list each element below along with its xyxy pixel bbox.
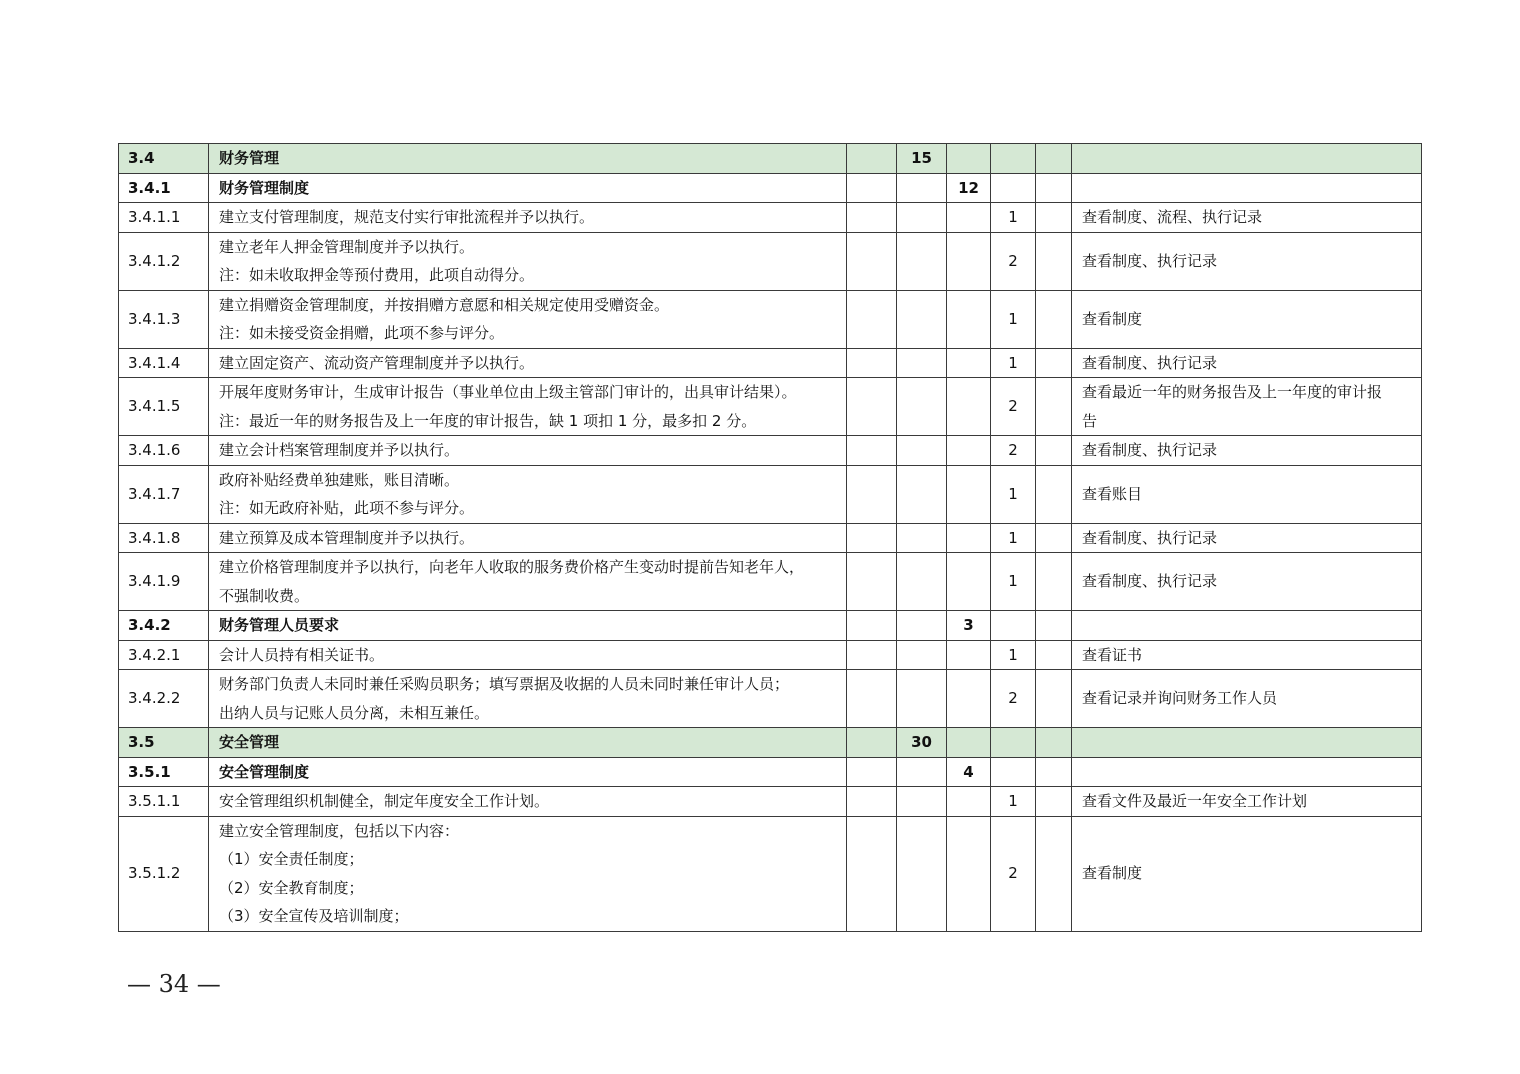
score-subtotal (947, 816, 991, 931)
evaluation-method (1072, 523, 1422, 553)
table-row (119, 611, 1422, 641)
item-text-line: 财务管理制度 (219, 178, 310, 197)
evaluation-method-line: 查看记录并询问财务工作人员 (1082, 689, 1278, 708)
score-total: 30 (897, 728, 947, 758)
score-item (991, 173, 1036, 203)
item-text-line: 建立会计档案管理制度并予以执行。 (219, 441, 460, 459)
item-text (209, 816, 847, 931)
score-item: 2 (991, 816, 1036, 931)
evaluation-method-line: 查看制度、流程、执行记录 (1082, 208, 1263, 226)
evaluation-method (1072, 436, 1422, 466)
score-item (991, 611, 1036, 641)
score-col-1 (847, 465, 897, 523)
evaluation-method (1072, 203, 1422, 233)
score-col-1 (847, 553, 897, 611)
score-subtotal (947, 436, 991, 466)
score-col-5 (1036, 816, 1072, 931)
score-item (991, 757, 1036, 787)
score-col-1 (847, 173, 897, 203)
evaluation-method (1072, 611, 1422, 641)
evaluation-method-line: 查看文件及最近一年安全工作计划 (1082, 792, 1308, 810)
evaluation-method-line: 查看制度 (1082, 309, 1143, 328)
score-total (897, 523, 947, 553)
score-subtotal: 3 (947, 611, 991, 641)
score-total (897, 465, 947, 523)
score-subtotal (947, 787, 991, 817)
score-col-1 (847, 523, 897, 553)
item-text-line: 注：最近一年的财务报告及上一年度的审计报告，缺 1 项扣 1 分，最多扣 2 分。 (219, 411, 757, 430)
evaluation-method-line: 查看制度、执行记录 (1082, 353, 1218, 372)
score-col-5 (1036, 203, 1072, 233)
score-item: 1 (991, 290, 1036, 348)
item-text-line: 开展年度财务审计，生成审计报告（事业单位由上级主管部门审计的，出具审计结果）。 (219, 383, 797, 401)
evaluation-table (118, 143, 1422, 932)
score-col-5 (1036, 670, 1072, 728)
evaluation-method-line: 查看制度、执行记录 (1082, 441, 1218, 459)
item-code: 3.4.1 (119, 173, 209, 203)
item-text-line: 建立支付管理制度，规范支付实行审批流程并予以执行。 (219, 208, 595, 226)
evaluation-method-line: 查看制度、执行记录 (1082, 251, 1218, 270)
item-text (209, 290, 847, 348)
item-text (209, 144, 847, 174)
item-text (209, 348, 847, 378)
score-subtotal (947, 523, 991, 553)
item-text (209, 728, 847, 758)
item-code: 3.5.1.2 (119, 816, 209, 931)
table-row (119, 757, 1422, 787)
score-item: 2 (991, 670, 1036, 728)
evaluation-method (1072, 465, 1422, 523)
item-text-line: 注：如无政府补贴，此项不参与评分。 (219, 499, 475, 517)
item-text (209, 670, 847, 728)
item-text (209, 611, 847, 641)
score-subtotal (947, 728, 991, 758)
item-text (209, 436, 847, 466)
evaluation-method-line: 查看账目 (1082, 484, 1143, 503)
item-text-line: 政府补贴经费单独建账，账目清晰。 (219, 470, 460, 489)
score-subtotal (947, 378, 991, 436)
item-text-line: 会计人员持有相关证书。 (219, 645, 385, 664)
score-item: 1 (991, 640, 1036, 670)
item-text (209, 173, 847, 203)
item-text-line: 出纳人员与记账人员分离，未相互兼任。 (219, 703, 490, 722)
item-code: 3.5.1 (119, 757, 209, 787)
evaluation-method (1072, 787, 1422, 817)
item-code: 3.5.1.1 (119, 787, 209, 817)
score-col-5 (1036, 553, 1072, 611)
score-col-1 (847, 787, 897, 817)
item-text-line: 建立安全管理制度，包括以下内容： (219, 821, 460, 840)
score-col-5 (1036, 232, 1072, 290)
evaluation-method (1072, 378, 1422, 436)
item-text-line: 建立固定资产、流动资产管理制度并予以执行。 (219, 353, 535, 372)
score-total (897, 611, 947, 641)
item-code: 3.4.2.1 (119, 640, 209, 670)
item-code: 3.4.1.1 (119, 203, 209, 233)
item-text (209, 787, 847, 817)
score-subtotal (947, 553, 991, 611)
score-total (897, 436, 947, 466)
table-row (119, 203, 1422, 233)
score-col-5 (1036, 290, 1072, 348)
item-text-line: 安全管理 (219, 733, 280, 751)
score-subtotal: 12 (947, 173, 991, 203)
score-item: 2 (991, 232, 1036, 290)
table-row (119, 816, 1422, 931)
evaluation-method (1072, 670, 1422, 728)
score-col-1 (847, 348, 897, 378)
score-col-1 (847, 640, 897, 670)
item-text-line: 财务管理 (219, 149, 280, 167)
score-total (897, 640, 947, 670)
item-text-line: （1）安全责任制度； (219, 850, 364, 868)
evaluation-method-line: 查看制度 (1082, 864, 1143, 883)
score-subtotal (947, 640, 991, 670)
score-col-5 (1036, 348, 1072, 378)
score-subtotal (947, 670, 991, 728)
item-code: 3.4.2.2 (119, 670, 209, 728)
score-item: 2 (991, 378, 1036, 436)
score-col-5 (1036, 728, 1072, 758)
item-code: 3.4.1.4 (119, 348, 209, 378)
table-body (119, 144, 1422, 932)
item-text-line: 安全管理组织机制健全，制定年度安全工作计划。 (219, 792, 550, 810)
score-total (897, 203, 947, 233)
score-total (897, 787, 947, 817)
item-text-line: 财务管理人员要求 (219, 616, 340, 634)
score-col-1 (847, 232, 897, 290)
score-item: 1 (991, 465, 1036, 523)
score-col-5 (1036, 173, 1072, 203)
score-col-1 (847, 757, 897, 787)
score-item: 2 (991, 436, 1036, 466)
item-text (209, 757, 847, 787)
evaluation-method (1072, 728, 1422, 758)
score-col-5 (1036, 611, 1072, 641)
score-total (897, 348, 947, 378)
item-text-line: 建立捐赠资金管理制度，并按捐赠方意愿和相关规定使用受赠资金。 (219, 295, 670, 314)
item-text (209, 465, 847, 523)
item-text-line: （2）安全教育制度； (219, 878, 364, 897)
item-text (209, 640, 847, 670)
score-col-1 (847, 611, 897, 641)
table-row (119, 290, 1422, 348)
table-row (119, 173, 1422, 203)
score-col-5 (1036, 523, 1072, 553)
item-code: 3.4.1.2 (119, 232, 209, 290)
score-total (897, 553, 947, 611)
score-col-5 (1036, 436, 1072, 466)
score-total: 15 (897, 144, 947, 174)
score-col-1 (847, 378, 897, 436)
score-col-5 (1036, 757, 1072, 787)
evaluation-method-line: 查看制度、执行记录 (1082, 572, 1218, 591)
score-col-1 (847, 670, 897, 728)
score-item: 1 (991, 523, 1036, 553)
score-col-5 (1036, 465, 1072, 523)
evaluation-method (1072, 232, 1422, 290)
item-code: 3.4.2 (119, 611, 209, 641)
page-number: — 34 — (127, 970, 221, 998)
evaluation-method (1072, 553, 1422, 611)
table-row (119, 787, 1422, 817)
item-text (209, 203, 847, 233)
score-col-1 (847, 144, 897, 174)
item-code: 3.4.1.7 (119, 465, 209, 523)
item-code: 3.4.1.5 (119, 378, 209, 436)
item-code: 3.4.1.6 (119, 436, 209, 466)
evaluation-method (1072, 757, 1422, 787)
table-row (119, 640, 1422, 670)
score-total (897, 670, 947, 728)
item-text-line: 建立价格管理制度并予以执行，向老年人收取的服务费价格产生变动时提前告知老年人， (219, 558, 805, 576)
score-item: 1 (991, 348, 1036, 378)
score-total (897, 290, 947, 348)
score-subtotal (947, 348, 991, 378)
score-total (897, 173, 947, 203)
item-text-line: 财务部门负责人未同时兼任采购员职务；填写票据及收据的人员未同时兼任审计人员； (219, 675, 790, 693)
table-row (119, 728, 1422, 758)
score-total (897, 232, 947, 290)
item-code: 3.4.1.9 (119, 553, 209, 611)
score-item (991, 728, 1036, 758)
score-col-1 (847, 816, 897, 931)
table-row (119, 144, 1422, 174)
score-item (991, 144, 1036, 174)
evaluation-method (1072, 144, 1422, 174)
evaluation-method-line: 查看证书 (1082, 645, 1143, 664)
score-col-5 (1036, 378, 1072, 436)
item-code: 3.4 (119, 144, 209, 174)
item-text-line: 建立预算及成本管理制度并予以执行。 (219, 528, 475, 547)
score-total (897, 757, 947, 787)
item-text-line: 不强制收费。 (219, 586, 310, 605)
score-subtotal (947, 203, 991, 233)
score-total (897, 378, 947, 436)
score-item: 1 (991, 203, 1036, 233)
table-row (119, 378, 1422, 436)
evaluation-method (1072, 290, 1422, 348)
score-col-1 (847, 728, 897, 758)
item-code: 3.4.1.3 (119, 290, 209, 348)
evaluation-method (1072, 816, 1422, 931)
item-code: 3.5 (119, 728, 209, 758)
item-text-line: （3）安全宣传及培训制度； (219, 907, 409, 925)
item-text (209, 232, 847, 290)
item-text (209, 523, 847, 553)
evaluation-method-line: 查看最近一年的财务报告及上一年度的审计报 (1082, 383, 1383, 401)
table-row (119, 232, 1422, 290)
evaluation-method (1072, 640, 1422, 670)
item-code: 3.4.1.8 (119, 523, 209, 553)
score-subtotal: 4 (947, 757, 991, 787)
item-text-line: 建立老年人押金管理制度并予以执行。 (219, 237, 475, 256)
item-text-line: 安全管理制度 (219, 762, 310, 781)
table-row (119, 553, 1422, 611)
score-subtotal (947, 290, 991, 348)
score-subtotal (947, 232, 991, 290)
score-item: 1 (991, 787, 1036, 817)
score-col-5 (1036, 787, 1072, 817)
table-row (119, 436, 1422, 466)
score-col-1 (847, 203, 897, 233)
evaluation-method (1072, 173, 1422, 203)
item-text (209, 553, 847, 611)
table-row (119, 523, 1422, 553)
table-row (119, 670, 1422, 728)
score-subtotal (947, 465, 991, 523)
score-subtotal (947, 144, 991, 174)
score-item: 1 (991, 553, 1036, 611)
item-text-line: 注：如未接受资金捐赠，此项不参与评分。 (219, 324, 505, 342)
item-text-line: 注：如未收取押金等预付费用，此项自动得分。 (219, 266, 535, 284)
item-text (209, 378, 847, 436)
evaluation-method-line: 告 (1082, 411, 1098, 430)
table-row (119, 348, 1422, 378)
table-row (119, 465, 1422, 523)
score-total (897, 816, 947, 931)
score-col-5 (1036, 640, 1072, 670)
evaluation-method-line: 查看制度、执行记录 (1082, 528, 1218, 547)
evaluation-method (1072, 348, 1422, 378)
score-col-1 (847, 290, 897, 348)
score-col-5 (1036, 144, 1072, 174)
score-col-1 (847, 436, 897, 466)
